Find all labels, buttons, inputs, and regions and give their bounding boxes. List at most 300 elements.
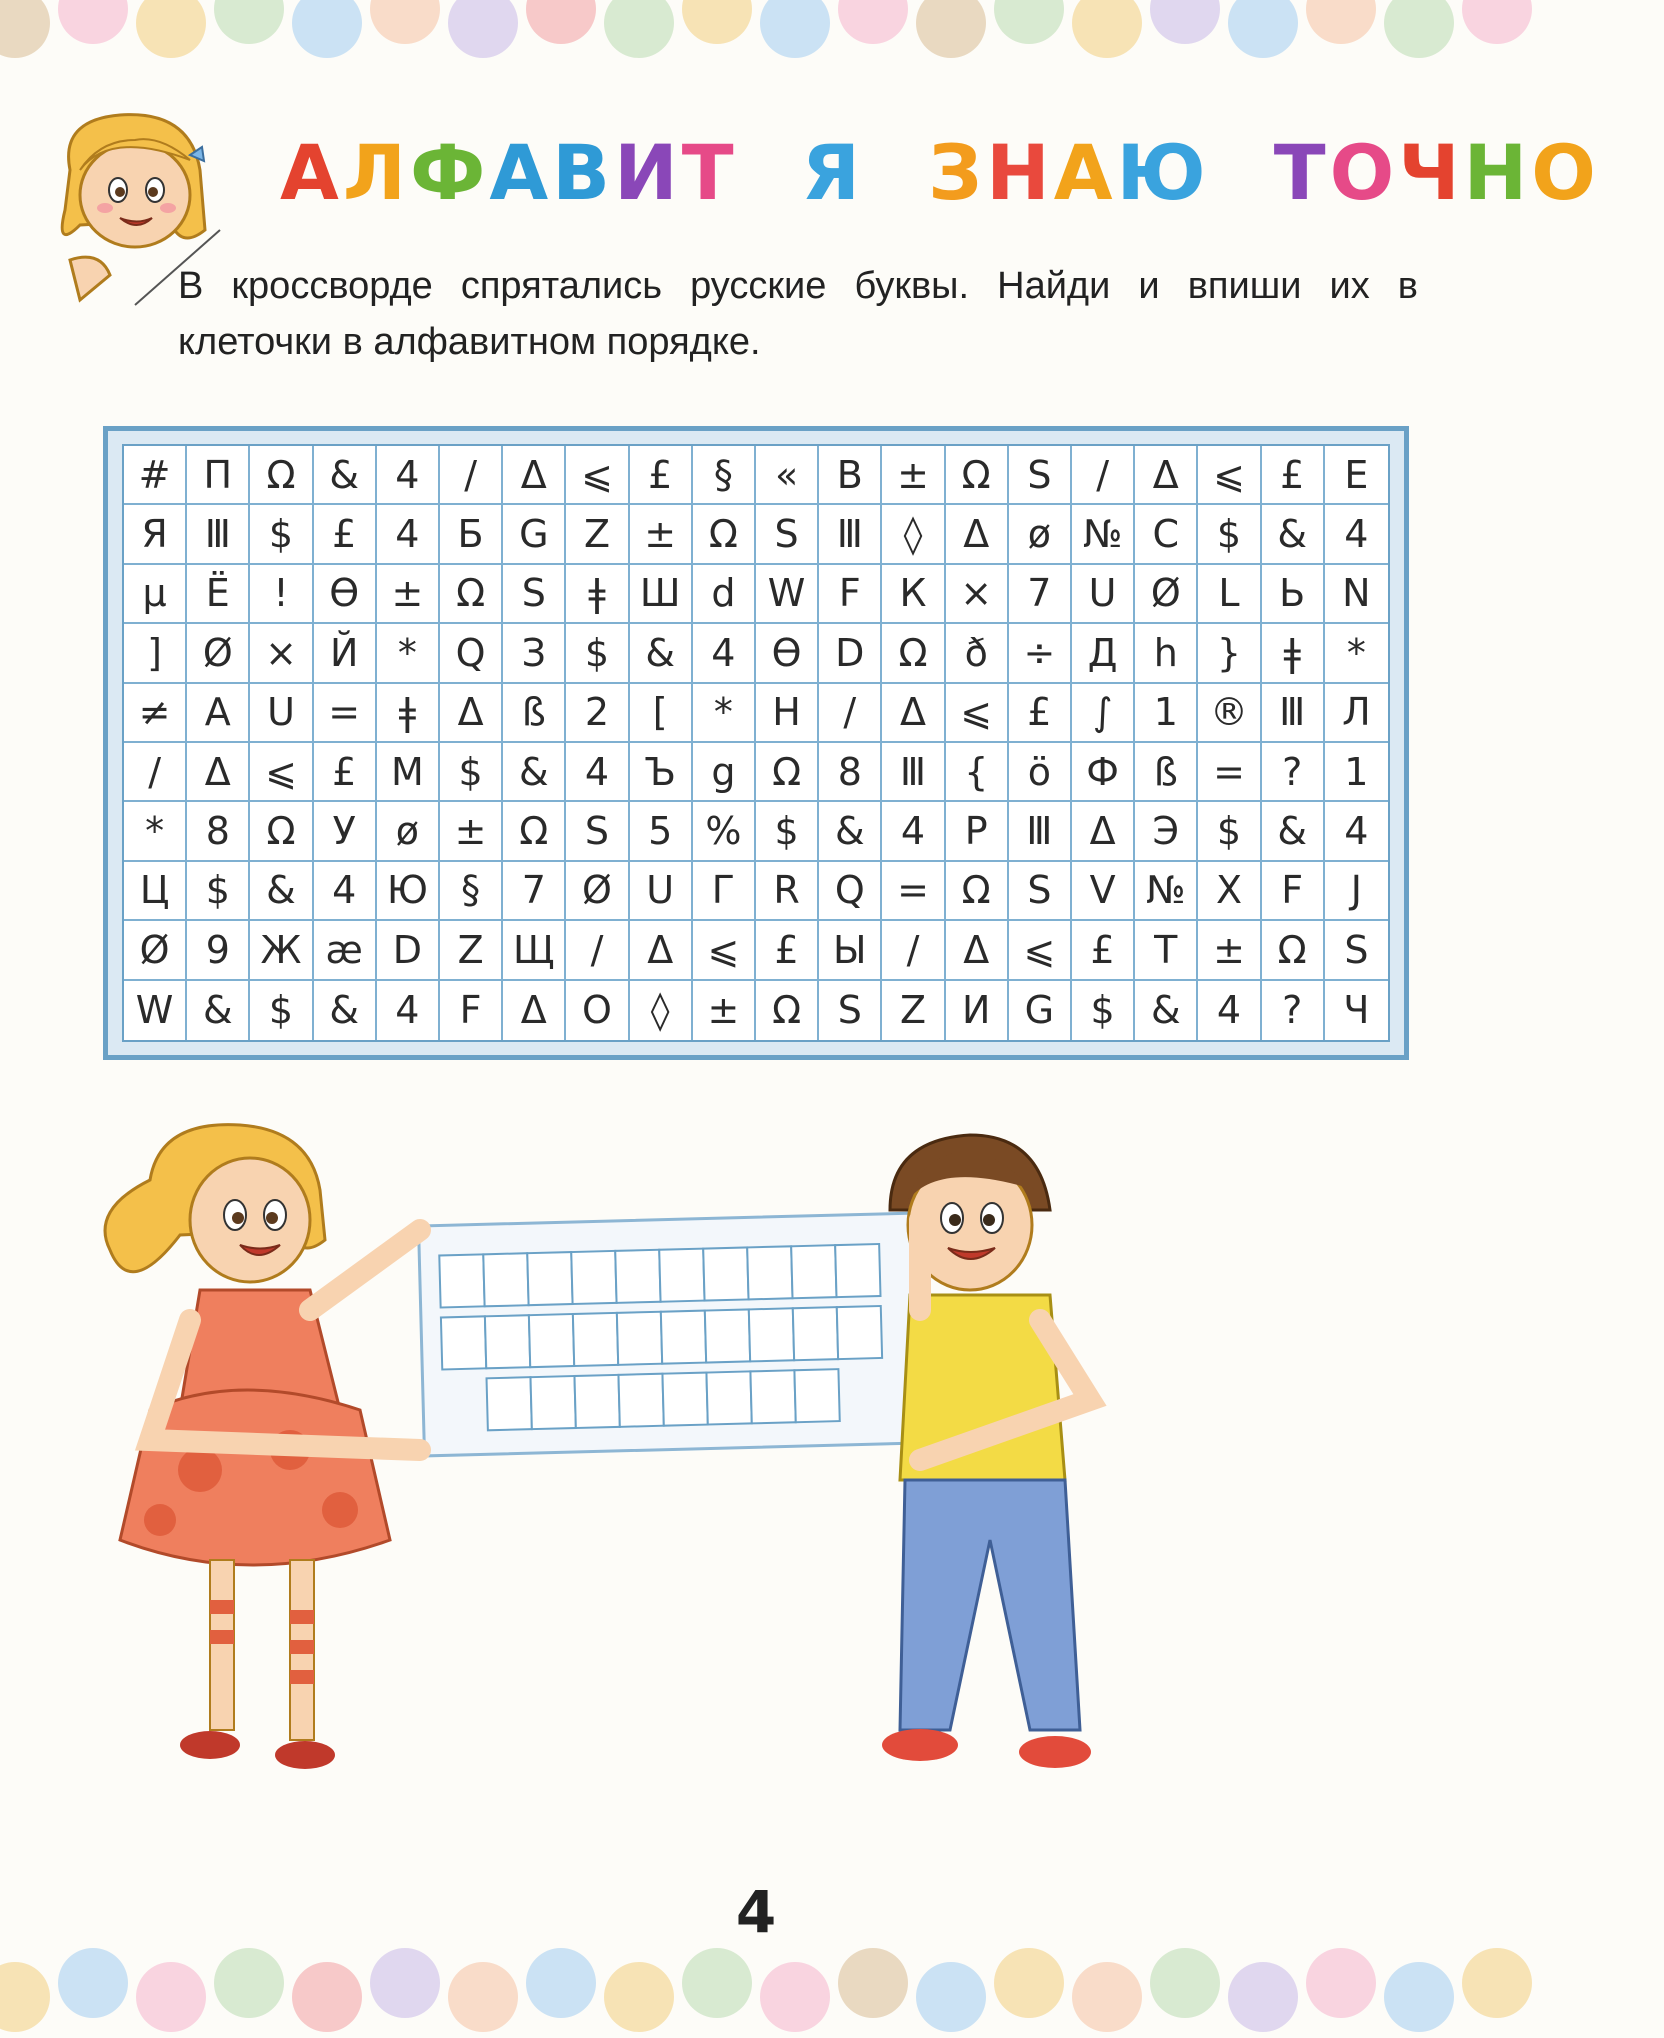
grid-cell: Б	[440, 505, 503, 564]
grid-cell: ⩽	[946, 684, 1009, 743]
grid-cell: ⩽	[250, 743, 313, 802]
grid-cell: 4	[1198, 981, 1261, 1040]
answer-cell[interactable]	[531, 1376, 576, 1429]
grid-cell: Δ	[1072, 802, 1135, 861]
grid-cell: U	[1072, 565, 1135, 624]
grid-cell: /	[440, 446, 503, 505]
grid-cell: {	[946, 743, 1009, 802]
title-word	[928, 128, 1210, 217]
grid-cell: &	[314, 446, 377, 505]
grid-cell: ×	[250, 624, 313, 683]
grid-cell: Ω	[756, 981, 819, 1040]
grid-cell: S	[566, 802, 629, 861]
decorative-dot	[0, 0, 50, 58]
grid-cell: ±	[693, 981, 756, 1040]
grid-cell: ±	[630, 505, 693, 564]
decorative-dot	[994, 1948, 1064, 2018]
decorative-dot	[448, 0, 518, 58]
grid-cell: §	[440, 862, 503, 921]
decorative-dot	[1462, 1948, 1532, 2018]
decorative-dot	[838, 0, 908, 44]
grid-cell: Н	[756, 684, 819, 743]
title-letter: И	[614, 128, 682, 217]
top-dot-border	[0, 0, 1512, 64]
grid-cell: ϴ	[314, 565, 377, 624]
decorative-dot	[1072, 0, 1142, 58]
grid-cell: $	[440, 743, 503, 802]
grid-cell: g	[693, 743, 756, 802]
grid-cell: Ш	[630, 565, 693, 624]
grid-cell: #	[124, 446, 187, 505]
answer-cell[interactable]	[485, 1315, 530, 1368]
grid-cell: X	[1198, 862, 1261, 921]
answer-cells	[439, 1244, 883, 1431]
decorative-dot	[1306, 1948, 1376, 2018]
decorative-dot	[1150, 1948, 1220, 2018]
grid-cell: №	[1072, 505, 1135, 564]
grid-cell: V	[1072, 862, 1135, 921]
answer-cell[interactable]	[750, 1370, 795, 1423]
decorative-dot	[448, 1962, 518, 2032]
grid-cell: ≠	[124, 684, 187, 743]
grid-cell: U	[630, 862, 693, 921]
grid-cell: $	[1198, 505, 1261, 564]
grid-cell: Щ	[503, 921, 566, 980]
grid-cell: 4	[314, 862, 377, 921]
grid-cell: Ω	[946, 862, 1009, 921]
grid-cell: ø	[1009, 505, 1072, 564]
grid-cell: Ф	[1072, 743, 1135, 802]
grid-cell: £	[630, 446, 693, 505]
grid-cell: 4	[693, 624, 756, 683]
grid-cell: С	[1135, 505, 1198, 564]
grid-cell: Ю	[377, 862, 440, 921]
grid-cell: Δ	[946, 921, 1009, 980]
grid-cell: M	[377, 743, 440, 802]
grid-cell: 2	[566, 684, 629, 743]
title-letter: А	[1053, 128, 1117, 217]
decorative-dot	[58, 1948, 128, 2018]
grid-cell: 4	[377, 505, 440, 564]
grid-cell: &	[187, 981, 250, 1040]
grid-cell: ◊	[882, 505, 945, 564]
title-letter: Ю	[1116, 128, 1210, 217]
grid-cell: ?	[1262, 981, 1325, 1040]
grid-cell: =	[314, 684, 377, 743]
answer-cell[interactable]	[705, 1309, 750, 1362]
grid-cell: £	[1262, 446, 1325, 505]
grid-cell: h	[1135, 624, 1198, 683]
grid-cell: F	[1262, 862, 1325, 921]
grid-cell: &	[630, 624, 693, 683]
answer-cell[interactable]	[618, 1374, 663, 1427]
grid-cell: Ω	[1262, 921, 1325, 980]
answer-cell[interactable]	[441, 1316, 486, 1369]
decorative-dot	[1228, 1962, 1298, 2032]
grid-cell: Р	[946, 802, 1009, 861]
grid-cell: ∫	[1072, 684, 1135, 743]
grid-cell: S	[503, 565, 566, 624]
grid-cell: F	[819, 565, 882, 624]
grid-cell: $	[250, 505, 313, 564]
grid-cell: Z	[882, 981, 945, 1040]
grid-cell: Е	[1325, 446, 1388, 505]
decorative-dot	[760, 1962, 830, 2032]
grid-cell: ®	[1198, 684, 1261, 743]
decorative-dot	[682, 1948, 752, 2018]
grid-cell: 1	[1325, 743, 1388, 802]
decorative-dot	[604, 0, 674, 58]
grid-cell: Q	[819, 862, 882, 921]
grid-cell: ⩽	[1009, 921, 1072, 980]
answer-cell[interactable]	[617, 1312, 662, 1365]
grid-cell: *	[693, 684, 756, 743]
grid-cell: Ω	[882, 624, 945, 683]
grid-cell: У	[314, 802, 377, 861]
grid-cell: Ⅲ	[1262, 684, 1325, 743]
grid-cell: Ω	[693, 505, 756, 564]
grid-cell: Ω	[250, 802, 313, 861]
grid-cell: ǂ	[1262, 624, 1325, 683]
grid-cell: Э	[1135, 802, 1198, 861]
grid-cell: $	[756, 802, 819, 861]
grid-cell: æ	[314, 921, 377, 980]
grid-cell: £	[1009, 684, 1072, 743]
title-letter: З	[928, 128, 987, 217]
grid-cell: U	[250, 684, 313, 743]
grid-cell: /	[819, 684, 882, 743]
grid-cell: 9	[187, 921, 250, 980]
grid-cell: ǂ	[566, 565, 629, 624]
grid-cell: Ⅲ	[819, 505, 882, 564]
title-letter: А	[280, 128, 343, 217]
grid-cell: Ø	[187, 624, 250, 683]
grid-cell: Ⅲ	[1009, 802, 1072, 861]
decorative-dot	[1384, 0, 1454, 58]
grid-cell: ÷	[1009, 624, 1072, 683]
grid-cell: }	[1198, 624, 1261, 683]
grid-cell: G	[1009, 981, 1072, 1040]
grid-cell: Ж	[250, 921, 313, 980]
grid-cell: /	[124, 743, 187, 802]
crossword-grid	[122, 444, 1390, 1042]
grid-cell: ±	[377, 565, 440, 624]
grid-cell: =	[882, 862, 945, 921]
answer-cell[interactable]	[747, 1246, 792, 1299]
answer-cell[interactable]	[527, 1252, 572, 1305]
grid-cell: F	[440, 981, 503, 1040]
grid-cell: d	[693, 565, 756, 624]
decorative-dot	[1384, 1962, 1454, 2032]
grid-cell: &	[250, 862, 313, 921]
grid-cell: ⩽	[1198, 446, 1261, 505]
grid-cell: &	[314, 981, 377, 1040]
answer-cell[interactable]	[659, 1249, 704, 1302]
grid-cell: Я	[124, 505, 187, 564]
answer-cell[interactable]	[703, 1247, 748, 1300]
answer-cell[interactable]	[487, 1377, 532, 1430]
grid-cell: S	[1009, 862, 1072, 921]
grid-cell: Ω	[756, 743, 819, 802]
grid-cell: 7	[1009, 565, 1072, 624]
title-letter: Ф	[409, 128, 490, 217]
grid-cell: ǂ	[377, 684, 440, 743]
grid-cell: *	[1325, 624, 1388, 683]
grid-cell: D	[819, 624, 882, 683]
grid-cell: Δ	[187, 743, 250, 802]
grid-cell: $	[187, 862, 250, 921]
grid-cell: J	[1325, 862, 1388, 921]
grid-cell: £	[314, 505, 377, 564]
grid-cell: З	[503, 624, 566, 683]
grid-cell: Т	[1135, 921, 1198, 980]
decorative-dot	[0, 1962, 50, 2032]
grid-cell: К	[882, 565, 945, 624]
grid-cell: Δ	[503, 446, 566, 505]
answer-cell[interactable]	[573, 1313, 618, 1366]
grid-cell: 4	[882, 802, 945, 861]
title-letter: Т	[681, 128, 738, 217]
grid-cell: &	[1135, 981, 1198, 1040]
grid-cell: $	[1072, 981, 1135, 1040]
decorative-dot	[994, 0, 1064, 44]
decorative-dot	[58, 0, 128, 44]
grid-cell: Ⅲ	[882, 743, 945, 802]
decorative-dot	[1072, 1962, 1142, 2032]
grid-cell: £	[1072, 921, 1135, 980]
grid-cell: !	[250, 565, 313, 624]
grid-cell: Ⅲ	[187, 505, 250, 564]
grid-cell: $	[250, 981, 313, 1040]
answer-cell[interactable]	[529, 1314, 574, 1367]
grid-cell: ]	[124, 624, 187, 683]
title-letter: Т	[1273, 128, 1330, 217]
page-number: 4	[735, 1878, 777, 1946]
grid-cell: $	[1198, 802, 1261, 861]
title-letter: В	[552, 128, 615, 217]
grid-cell: Δ	[440, 684, 503, 743]
decorative-dot	[136, 0, 206, 58]
answer-cell[interactable]	[571, 1251, 616, 1304]
grid-cell: ø	[377, 802, 440, 861]
grid-cell: Ч	[1343, 988, 1370, 1033]
grid-cell: S	[1325, 921, 1388, 980]
grid-cell: Ц	[124, 862, 187, 921]
answer-cell[interactable]	[574, 1375, 619, 1428]
page-title	[280, 128, 1600, 218]
title-letter: Н	[986, 128, 1054, 217]
grid-cell: ±	[1198, 921, 1261, 980]
title-letter: О	[1329, 128, 1399, 217]
grid-cell: 4	[377, 446, 440, 505]
bottom-dot-border	[0, 1948, 1512, 2038]
answer-cell[interactable]	[793, 1307, 838, 1360]
grid-cell: [	[630, 684, 693, 743]
grid-cell: 4	[1325, 802, 1388, 861]
grid-cell: $	[566, 624, 629, 683]
grid-cell: 5	[630, 802, 693, 861]
answer-cell[interactable]	[835, 1244, 880, 1297]
grid-cell: Ы	[819, 921, 882, 980]
grid-cell: П	[187, 446, 250, 505]
grid-cell: ⩽	[693, 921, 756, 980]
grid-cell: Δ	[1135, 446, 1198, 505]
grid-cell: 4	[1325, 505, 1388, 564]
grid-cell: Д	[1072, 624, 1135, 683]
grid-cell: Ω	[946, 446, 1009, 505]
grid-cell: &	[503, 743, 566, 802]
answer-cell[interactable]	[706, 1371, 751, 1424]
grid-cell: ±	[882, 446, 945, 505]
grid-cell: %	[693, 802, 756, 861]
grid-cell: /	[1072, 446, 1135, 505]
grid-cell: £	[756, 921, 819, 980]
answer-board	[419, 1213, 925, 1456]
decorative-dot	[1306, 0, 1376, 44]
grid-cell: A	[187, 684, 250, 743]
grid-cell: *	[377, 624, 440, 683]
crossword-frame	[103, 426, 1409, 1060]
decorative-dot	[916, 0, 986, 58]
grid-cell: Г	[693, 862, 756, 921]
grid-cell: S	[819, 981, 882, 1040]
grid-cell: 4	[377, 981, 440, 1040]
grid-cell: ±	[440, 802, 503, 861]
decorative-dot	[292, 0, 362, 58]
grid-cell: 8	[187, 802, 250, 861]
grid-cell: £	[314, 743, 377, 802]
grid-cell: =	[1198, 743, 1261, 802]
answer-cell[interactable]	[662, 1373, 707, 1426]
answer-cell[interactable]	[439, 1254, 484, 1307]
decorative-dot	[682, 0, 752, 44]
title-word	[280, 128, 738, 217]
grid-cell: μ	[124, 565, 187, 624]
decorative-dot	[136, 1962, 206, 2032]
grid-cell: ϴ	[756, 624, 819, 683]
grid-cell: S	[756, 505, 819, 564]
grid-cell: Ø	[566, 862, 629, 921]
grid-cell: &	[819, 802, 882, 861]
grid-cell: S	[1009, 446, 1072, 505]
grid-cell: §	[693, 446, 756, 505]
grid-cell: ?	[1262, 743, 1325, 802]
grid-cell: Δ	[630, 921, 693, 980]
grid-cell: Ω	[250, 446, 313, 505]
decorative-dot	[1150, 0, 1220, 44]
grid-cell: Q	[440, 624, 503, 683]
grid-cell: Й	[314, 624, 377, 683]
decorative-dot	[760, 0, 830, 58]
title-letter: О	[1531, 128, 1600, 217]
grid-cell: W	[124, 981, 187, 1040]
grid-cell: «	[756, 446, 819, 505]
decorative-dot	[838, 1948, 908, 2018]
decorative-dot	[370, 1948, 440, 2018]
grid-cell: 8	[819, 743, 882, 802]
decorative-dot	[370, 0, 440, 44]
grid-cell: Ω	[440, 565, 503, 624]
grid-cell: Ø	[1135, 565, 1198, 624]
grid-cell: Ø	[124, 921, 187, 980]
grid-cell: O	[566, 981, 629, 1040]
grid-cell: N	[1325, 565, 1388, 624]
grid-cell: /	[882, 921, 945, 980]
grid-cell: Ь	[1262, 565, 1325, 624]
grid-cell: ⩽	[566, 446, 629, 505]
decorative-dot	[1462, 0, 1532, 44]
grid-cell: ß	[503, 684, 566, 743]
title-letter: А	[489, 128, 553, 217]
grid-cell: &	[1262, 505, 1325, 564]
grid-cell: R	[756, 862, 819, 921]
decorative-dot	[1228, 0, 1298, 58]
decorative-dot	[526, 0, 596, 44]
decorative-dot	[214, 1948, 284, 2018]
answer-cell[interactable]	[791, 1245, 836, 1298]
decorative-dot	[916, 1962, 986, 2032]
grid-cell: 1	[1135, 684, 1198, 743]
grid-cell: Ё	[187, 565, 250, 624]
girl-illustration	[105, 1125, 420, 1769]
grid-cell: ö	[1009, 743, 1072, 802]
grid-cell: 4	[566, 743, 629, 802]
answer-cell[interactable]	[837, 1306, 882, 1359]
grid-cell: ß	[1135, 743, 1198, 802]
grid-cell: Δ	[946, 505, 1009, 564]
answer-cell[interactable]	[483, 1253, 528, 1306]
boy-illustration	[882, 1135, 1091, 1768]
children-with-answer-board-illustration	[90, 1120, 1400, 1810]
grid-cell: ◊	[630, 981, 693, 1040]
grid-cell: И	[946, 981, 1009, 1040]
decorative-dot	[526, 1948, 596, 2018]
grid-cell: Δ	[882, 684, 945, 743]
decorative-dot	[292, 1962, 362, 2032]
answer-cell[interactable]	[615, 1250, 660, 1303]
grid-cell: ×	[946, 565, 1009, 624]
title-word	[802, 128, 865, 217]
grid-cell: Ъ	[630, 743, 693, 802]
grid-cell: Z	[440, 921, 503, 980]
grid-cell: *	[124, 802, 187, 861]
grid-cell: W	[756, 565, 819, 624]
grid-cell: /	[566, 921, 629, 980]
title-letter: Я	[801, 128, 865, 217]
grid-cell: ð	[946, 624, 1009, 683]
grid-cell: Л	[1325, 684, 1388, 743]
answer-cell[interactable]	[661, 1311, 706, 1364]
grid-cell: Δ	[503, 981, 566, 1040]
grid-cell: 7	[503, 862, 566, 921]
grid-cell: D	[377, 921, 440, 980]
grid-cell: №	[1135, 862, 1198, 921]
grid-cell: В	[819, 446, 882, 505]
answer-cell[interactable]	[794, 1369, 839, 1422]
grid-cell: G	[503, 505, 566, 564]
decorative-dot	[604, 1962, 674, 2032]
instructions-text: В кроссворде спрятались русские буквы. Найди и впиши их в клеточки в алфавитном порядке.	[178, 265, 1418, 363]
answer-cell[interactable]	[749, 1308, 794, 1361]
title-letter: Л	[342, 128, 410, 217]
grid-cell: Ω	[503, 802, 566, 861]
title-letter: Н	[1463, 128, 1532, 217]
decorative-dot	[214, 0, 284, 44]
title-letter: Ч	[1398, 128, 1464, 217]
grid-cell: L	[1198, 565, 1261, 624]
title-word	[1274, 128, 1600, 217]
grid-cell: Z	[566, 505, 629, 564]
